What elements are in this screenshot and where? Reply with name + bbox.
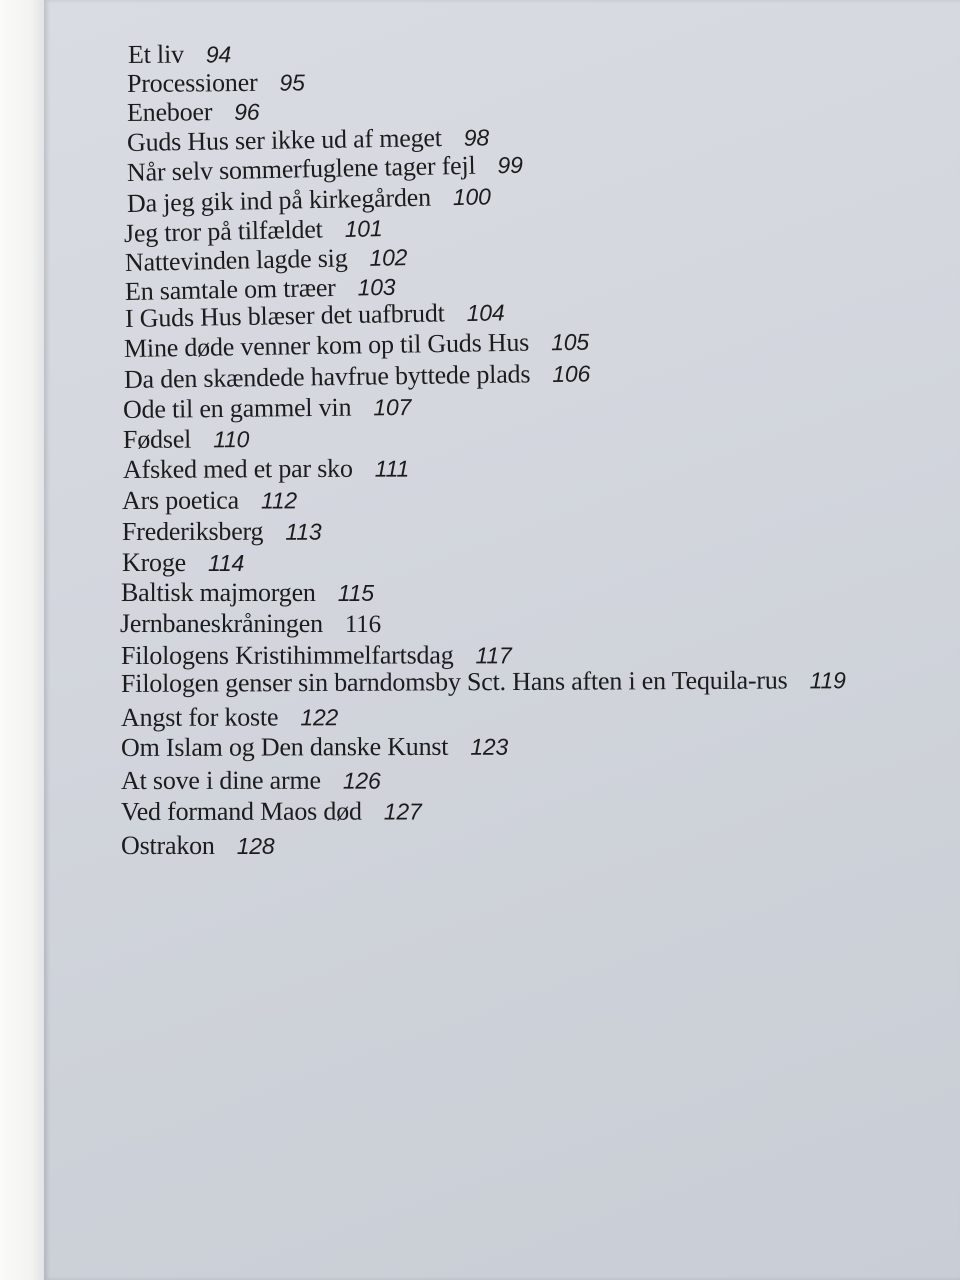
toc-entry (127, 67, 305, 99)
toc-entry-title: Angst for koste (120, 702, 279, 732)
toc-entry-title: Kroge (122, 548, 186, 577)
toc-entry (124, 327, 589, 364)
toc-entry-title: Guds Hus ser ikke ud af meget (126, 123, 442, 157)
toc-entry-page-number: 122 (300, 704, 339, 731)
toc-entry-title: Fødsel (122, 424, 192, 454)
toc-entry-title: Processioner (126, 67, 258, 98)
toc-entry-page-number: 115 (337, 580, 374, 606)
toc-entry (127, 97, 260, 128)
toc-entry-title: Ostrakon (121, 831, 215, 860)
toc-entry-title: Baltisk majmorgen (121, 578, 316, 607)
toc-entry-title: Jernbaneskråningen (120, 609, 323, 638)
toc-entry-title: Da jeg gik ind på kirkegården (126, 182, 432, 218)
toc-entry-page-number: 103 (357, 273, 396, 301)
toc-entry-title: Når selv sommerfuglene tager fejl (126, 150, 476, 187)
toc-entry-title: Afsked med et par sko (122, 453, 353, 484)
toc-entry-title: En samtale om træer (124, 272, 336, 306)
toc-entry-page-number: 104 (466, 299, 505, 327)
toc-entry-page-number: 98 (463, 124, 490, 151)
toc-entry-page-number: 110 (213, 426, 250, 453)
toc-entry-page-number: 95 (279, 69, 305, 96)
toc-entry (121, 796, 422, 827)
toc-entry-title: Om Islam og Den danske Kunst (120, 731, 449, 762)
toc-entry-page-number: 105 (550, 328, 590, 356)
toc-entry (121, 665, 846, 699)
toc-entry-title: Filologens Kristihimmelfartsdag (120, 640, 454, 670)
toc-entry-page-number: 102 (369, 244, 408, 271)
toc-entry (128, 39, 231, 70)
toc-entry-page-number: 107 (373, 393, 412, 421)
toc-entry-title: Frederiksberg (121, 516, 264, 546)
toc-entry-page-number: 100 (452, 183, 491, 211)
toc-entry (122, 517, 321, 547)
toc-entry (121, 578, 374, 608)
toc-entry (122, 548, 244, 578)
toc-entry-page-number: 127 (383, 798, 422, 825)
toc-entry-title: Jeg tror på tilfældet (123, 214, 323, 248)
toc-entry-page-number: 113 (285, 518, 322, 545)
toc-entry (121, 831, 275, 861)
toc-entry-page-number: 114 (207, 550, 245, 576)
toc-entry (127, 181, 491, 219)
toc-entry-page-number: 112 (260, 487, 298, 514)
toc-entry-title: Nattevinden lagde sig (124, 243, 348, 277)
toc-entry (124, 358, 590, 395)
toc-entry-title: I Guds Hus blæser det uafbrudt (124, 298, 445, 333)
toc-entry-page-number: 111 (374, 455, 410, 482)
toc-entry-page-number: 106 (552, 360, 591, 388)
toc-entry-page-number: 126 (342, 767, 381, 794)
toc-entry (121, 702, 338, 733)
toc-entry-page-number: 123 (470, 733, 509, 760)
toc-entry-page-number: 119 (809, 667, 846, 694)
toc-entry-title: Filologen genser sin barndomsby Sct. Hans aften i en Tequila-rus (120, 665, 788, 698)
toc-entry (123, 392, 411, 425)
toc-entry-title: Ode til en gammel vin (122, 392, 352, 424)
toc-entry (120, 609, 381, 640)
toc-entry-title: At sove i dine arme (120, 765, 321, 795)
toc-entry-page-number: 101 (344, 215, 383, 242)
toc-entry-page-number: 117 (475, 642, 512, 669)
toc-entry-title: Da den skændede havfrue byttede plads (123, 359, 531, 394)
toc-entry (121, 732, 508, 763)
toc-entry (123, 454, 409, 485)
toc-entry-page-number: 116 (344, 611, 381, 638)
toc-entry (123, 424, 249, 455)
toc-entry-title: Ars poetica (121, 485, 239, 515)
toc-entry-page-number: 128 (236, 833, 275, 859)
toc-entry-title: Eneboer (126, 97, 213, 127)
toc-entry (121, 766, 381, 796)
toc-entry-page-number: 96 (234, 98, 260, 125)
toc-entry-page-number: 94 (205, 41, 232, 68)
toc-entry (122, 485, 297, 516)
toc-entry-title: Ved formand Maos død (120, 796, 362, 826)
toc-entry-title: Mine døde venner kom op til Guds Hus (123, 327, 530, 363)
toc-entry-page-number: 99 (497, 151, 523, 179)
toc-entry-title: Et liv (127, 39, 184, 69)
